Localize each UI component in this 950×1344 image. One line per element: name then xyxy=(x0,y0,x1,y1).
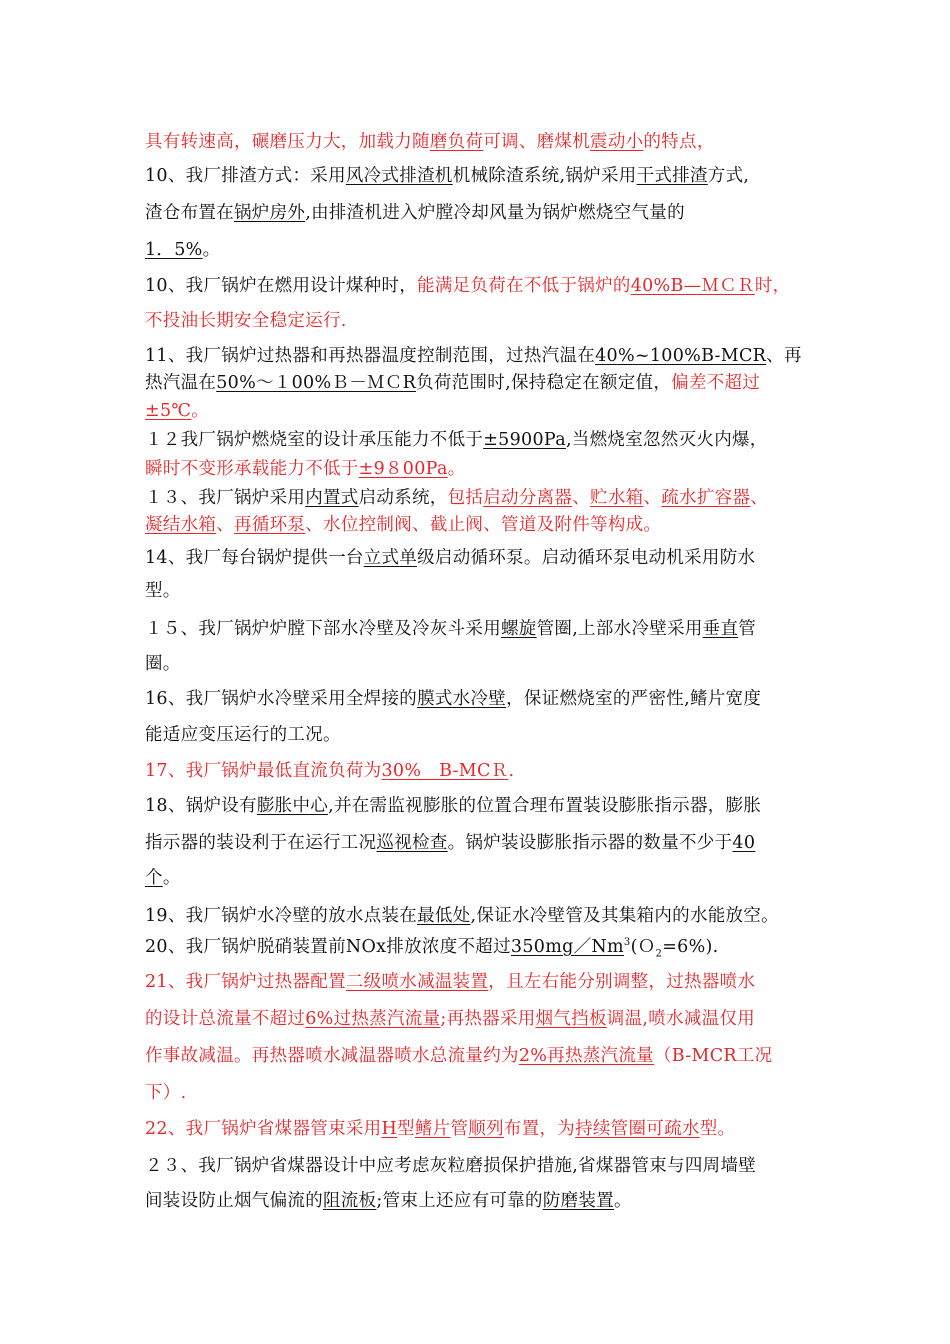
text-run: 14、我厂每台锅炉提供一台 xyxy=(145,548,364,568)
underlined-answer: 膜式水冷壁 xyxy=(417,689,507,709)
text-run: 11、我厂锅炉过热器和再热器温度控制范围，过热汽温在 xyxy=(145,346,596,366)
text-line xyxy=(145,307,815,332)
text-run: 19、我厂锅炉水冷壁的放水点装在 xyxy=(145,906,418,926)
text-run: 方式, xyxy=(707,166,750,186)
underlined-answer: 40%B—ＭＣＲ xyxy=(630,276,755,296)
text-run: ,当燃烧室忽然灭火内爆， xyxy=(565,430,768,450)
text-run: （B-MCR工况 xyxy=(653,1046,773,1066)
text-run: 。 xyxy=(191,401,210,421)
text-run: 热汽温在 xyxy=(145,373,217,393)
text-run: 下）. xyxy=(145,1083,187,1103)
underlined-answer: 立式 xyxy=(363,548,400,568)
text-line xyxy=(145,426,815,451)
text-line xyxy=(145,650,815,675)
text-line xyxy=(145,511,815,536)
text-run: . xyxy=(508,761,515,781)
text-run: ,保证水冷壁管及其集箱内的水能放空。 xyxy=(470,906,779,926)
text-run: 16、我厂锅炉水冷壁采用全焊接的 xyxy=(145,689,418,709)
text-run: 22、我厂锅炉省煤器管束采用 xyxy=(145,1119,382,1139)
text-run: 。 xyxy=(447,459,466,479)
text-run: 负荷范围时,保持稳定在额定值， xyxy=(416,373,672,393)
text-run: 作事故减温。再热器喷水减温器喷水总流量约为 xyxy=(145,1046,519,1066)
text-run: 型。 xyxy=(699,1119,736,1139)
underlined-answer: ±9８00Pa xyxy=(358,459,448,479)
underlined-answer: 30% B-MCＲ xyxy=(381,761,509,781)
text-run: 时， xyxy=(754,276,791,296)
underlined-answer: 鳍片 xyxy=(414,1119,451,1139)
underlined-answer: 螺旋 xyxy=(501,619,537,639)
text-run: 管 xyxy=(738,619,757,639)
text-run: 能适应变压运行的工况。 xyxy=(145,725,341,745)
text-line xyxy=(145,829,815,854)
text-run: =6%). xyxy=(662,937,719,957)
text-run: 具有转速高，碾磨压力大，加载力随 xyxy=(145,132,430,152)
text-line xyxy=(145,864,815,889)
text-run: 、水位控制阀、截止阀、管道及附件等构成。 xyxy=(305,515,662,535)
underlined-answer: 再循环泵 xyxy=(234,515,306,535)
underlined-answer: 磨负荷 xyxy=(429,132,484,152)
text-run: 包括 xyxy=(447,488,484,508)
text-run: 。 xyxy=(162,868,181,888)
text-run: ;管束上还应有可靠的 xyxy=(376,1191,543,1211)
text-run: 20、我厂锅炉脱硝装置前NOx排放浓度不超过 xyxy=(145,937,511,957)
text-run: 。 xyxy=(202,240,221,260)
underlined-answer: 阻流板 xyxy=(323,1191,377,1211)
underlined-answer: 1．5% xyxy=(145,240,203,260)
text-run: 17、我厂锅炉最低直流负荷为 xyxy=(145,761,382,781)
text-line xyxy=(145,933,815,960)
text-run: 18、锅炉设有 xyxy=(145,796,257,816)
text-line xyxy=(145,792,815,817)
text-run: 、 xyxy=(572,488,591,508)
text-line xyxy=(145,1042,815,1067)
text-run: 、 xyxy=(750,488,769,508)
underlined-answer: 凝结水箱 xyxy=(145,515,217,535)
text-line xyxy=(145,369,815,394)
text-run: １５、我厂锅炉炉膛下部水冷壁及冷灰斗采用 xyxy=(145,619,501,639)
text-line xyxy=(145,1115,815,1140)
text-run: 。 xyxy=(614,1191,632,1211)
text-line xyxy=(145,236,815,261)
underlined-answer: 个 xyxy=(145,868,163,888)
text-line xyxy=(145,342,815,367)
text-run: 、 xyxy=(216,515,235,535)
text-line xyxy=(145,544,815,569)
underlined-answer: 单 xyxy=(399,548,418,568)
text-run: 、再 xyxy=(766,346,802,366)
text-line xyxy=(145,615,815,640)
text-line xyxy=(145,1187,815,1212)
text-run: 。锅炉装设膨胀指示器的数量不少于 xyxy=(447,833,733,853)
underlined-answer: 震动小 xyxy=(590,132,644,152)
underlined-answer: 内置式 xyxy=(305,488,359,508)
underlined-answer: 持续管圈可疏水 xyxy=(575,1119,700,1139)
text-run: 机械除渣系统,锅炉采用 xyxy=(452,166,637,186)
text-line xyxy=(145,721,815,746)
text-run: 调温,喷水减温仅用 xyxy=(606,1009,756,1029)
underlined-answer: ±5℃ xyxy=(145,401,192,421)
underlined-answer: 40%~100%B-MCR xyxy=(595,346,767,366)
underlined-answer: 二级喷水减温装置 xyxy=(345,972,489,992)
text-run: 启动系统， xyxy=(358,488,448,508)
text-line xyxy=(145,902,815,927)
text-run: 的特点， xyxy=(643,132,715,152)
text-line xyxy=(145,757,815,782)
underlined-answer: 膨胀中心 xyxy=(256,796,329,816)
text-run: 的设计总流量不超过 xyxy=(145,1009,306,1029)
underlined-answer: 锅炉房外 xyxy=(234,203,306,223)
text-run: 型。 xyxy=(145,581,181,601)
text-run: 3 xyxy=(623,937,631,949)
text-run: 指示器的装设利于在运行工况 xyxy=(145,833,377,853)
text-run: 、 xyxy=(643,488,662,508)
text-line xyxy=(145,162,815,187)
text-run: 10、我厂排渣方式：采用 xyxy=(145,166,346,186)
underlined-answer: 烟气挡板 xyxy=(535,1009,607,1029)
underlined-answer: 最低处 xyxy=(417,906,471,926)
underlined-answer: 防磨装置 xyxy=(542,1191,615,1211)
underlined-answer: 贮水箱 xyxy=(590,488,644,508)
underlined-answer: H xyxy=(381,1119,398,1139)
text-run: 21、我厂锅炉过热器配置 xyxy=(145,972,346,992)
text-run: 间装设防止烟气偏流的 xyxy=(145,1191,323,1211)
text-line xyxy=(145,1005,815,1030)
text-run: １２我厂锅炉燃烧室的设计承压能力不低于 xyxy=(145,430,484,450)
text-run: 布置，为 xyxy=(503,1119,576,1139)
text-run: 级启动循环泵。启动循环泵电动机采用防水 xyxy=(417,548,756,568)
text-run: 2 xyxy=(655,948,663,960)
text-run: 偏差不超过 xyxy=(671,373,761,393)
text-line xyxy=(145,484,815,509)
underlined-answer: 风冷式排渣机 xyxy=(345,166,453,186)
text-run: 可调、磨煤机 xyxy=(483,132,591,152)
underlined-answer: ±5900Pa xyxy=(483,430,566,450)
text-line xyxy=(145,397,815,422)
text-run: 不投油长期安全稳定运行. xyxy=(145,311,347,331)
underlined-answer: 干式排渣 xyxy=(636,166,708,186)
text-line xyxy=(145,1152,815,1177)
underlined-answer: 巡视检查 xyxy=(376,833,448,853)
text-run: 管 xyxy=(450,1119,469,1139)
text-run: ;再热器采用 xyxy=(440,1009,536,1029)
underlined-answer: 350mg／Nm xyxy=(510,937,624,957)
underlined-answer: 6%过热蒸汽流量 xyxy=(305,1009,441,1029)
text-line xyxy=(145,968,815,993)
text-run: １３、我厂锅炉采用 xyxy=(145,488,306,508)
text-run: 瞬时不变形承载能力不低于 xyxy=(145,459,359,479)
underlined-answer: 50%～１00%Ｂ－ＭＣR xyxy=(216,373,417,393)
text-run: 渣仓布置在 xyxy=(145,203,234,223)
text-run: 型 xyxy=(397,1119,415,1139)
text-line xyxy=(145,685,815,710)
underlined-answer: 40 xyxy=(732,833,756,853)
text-line xyxy=(145,455,815,480)
underlined-answer: 疏水扩容器 xyxy=(661,488,751,508)
text-line xyxy=(145,272,815,297)
underlined-answer: 启动分离器 xyxy=(483,488,573,508)
text-run: 管圈,上部水冷壁采用 xyxy=(536,619,703,639)
underlined-answer: 垂直 xyxy=(702,619,739,639)
text-run: ,并在需监视膨胀的位置合理布置装设膨胀指示器，膨胀 xyxy=(328,796,762,816)
text-run: 能满足负荷在不低于锅炉的 xyxy=(417,276,631,296)
text-line xyxy=(145,577,815,602)
text-run: ２３、我厂锅炉省煤器设计中应考虑灰粒磨损保护措施,省煤器管束与四周墙壁 xyxy=(145,1156,757,1176)
text-run: ，保证燃烧室的严密性,鳍片宽度 xyxy=(506,689,762,709)
text-line xyxy=(145,1079,815,1104)
text-run: ,由排渣机进入炉膛冷却风量为锅炉燃烧空气量的 xyxy=(305,203,685,223)
text-run: ，且左右能分别调整，过热器喷水 xyxy=(488,972,756,992)
text-line xyxy=(145,199,815,224)
text-run: 10、我厂锅炉在燃用设计煤种时， xyxy=(145,276,418,296)
underlined-answer: 2%再热蒸汽流量 xyxy=(518,1046,654,1066)
underlined-answer: 顺列 xyxy=(468,1119,504,1139)
text-line xyxy=(145,128,815,153)
text-run: (Ｏ xyxy=(630,937,656,957)
text-run: 圈。 xyxy=(145,654,181,674)
